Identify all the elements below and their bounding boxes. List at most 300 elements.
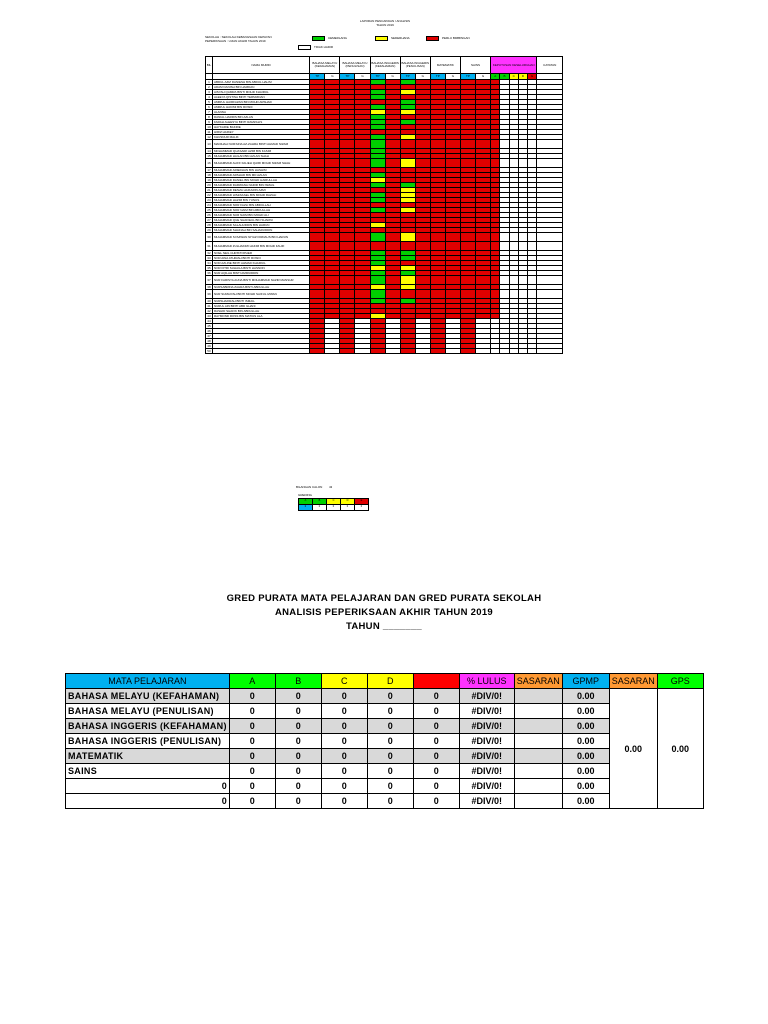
- student-no: 17: [207, 167, 211, 172]
- grade-cell: [325, 276, 340, 285]
- header-bi-k: BAHASA INGGERIS (KEFAHAMAN): [370, 57, 400, 74]
- student-name: MADIHAH NUR'AINA AZ-ZAHRA BINTI AHMAD NIZAM: [212, 140, 309, 149]
- table-row: [206, 349, 563, 354]
- subheader-pc-cell: A: [491, 74, 500, 80]
- pc-cell: [528, 140, 537, 149]
- grade-cell: [385, 349, 400, 354]
- pc-cell: [509, 242, 518, 251]
- table-row: [206, 290, 563, 299]
- student-name: KHUSNUR MALIK: [212, 135, 309, 140]
- student-no: 24: [207, 202, 211, 207]
- summary-lulus: #DIV/0!: [459, 704, 514, 719]
- grade-cell: [400, 290, 415, 299]
- header-bm-p: BAHASA MELAYU (PENULISAN): [340, 57, 370, 74]
- summary-row: [66, 719, 704, 734]
- grade-cell: [476, 242, 491, 251]
- pc-cell: [491, 242, 500, 251]
- pc-cell: [518, 140, 527, 149]
- summary-a: 0: [229, 719, 275, 734]
- grade-cell: [415, 233, 430, 242]
- summary-d: 0: [367, 764, 413, 779]
- mini-c-count: 0: [327, 505, 341, 511]
- summary-e: 0: [413, 764, 459, 779]
- student-no: 16: [206, 159, 213, 168]
- mini-b-count: 0: [313, 505, 327, 511]
- grade-cell: [310, 233, 325, 242]
- pc-cell: [491, 140, 500, 149]
- summary-lulus: #DIV/0!: [459, 779, 514, 794]
- student-no: 25: [207, 207, 211, 212]
- summary-lulus: #DIV/0!: [459, 749, 514, 764]
- summary-d: 0: [367, 689, 413, 704]
- pc-cell: [500, 276, 509, 285]
- summary-gpmp: 0.00: [562, 794, 609, 809]
- summary-row: [66, 689, 704, 704]
- grade-cell: [340, 233, 355, 242]
- student-name: RAYMOND ROSS BIN MATIUS ALA: [212, 314, 309, 319]
- subheader-pc-cell: C: [509, 74, 518, 80]
- grade-cell: [430, 276, 445, 285]
- summary-sasaran: [514, 764, 562, 779]
- student-no: 12: [207, 134, 211, 139]
- grade-cell: [325, 159, 340, 168]
- grade-cell: [430, 140, 445, 149]
- ket-cell: [537, 276, 563, 285]
- subheader-cell: G: [415, 74, 430, 80]
- student-no: 43: [207, 313, 211, 318]
- pc-cell: [528, 242, 537, 251]
- mini-e-count: 0: [355, 505, 369, 511]
- grade-cell: [325, 349, 340, 354]
- grade-cell: [430, 159, 445, 168]
- summary-row: [66, 734, 704, 749]
- pc-cell: [528, 233, 537, 242]
- grade-cell: [325, 290, 340, 299]
- grade-cell: [460, 276, 475, 285]
- summary-e: 0: [413, 734, 459, 749]
- student-no: 3: [206, 90, 213, 95]
- student-name: MUHAMMAD SALAHUDDIN BIN HARUN: [212, 223, 309, 228]
- subheader-pc-cell: B: [500, 74, 509, 80]
- student-no: 42: [207, 308, 211, 313]
- student-no: 18: [207, 172, 211, 177]
- subheader-cell: TP: [310, 74, 325, 80]
- grade-cell: [460, 233, 475, 242]
- pc-cell: [528, 159, 537, 168]
- grade-cell: [340, 290, 355, 299]
- legend-swatch-yellow: [375, 36, 388, 41]
- table-row: [206, 276, 563, 285]
- student-no: 31: [206, 242, 213, 251]
- grade-cell: [460, 290, 475, 299]
- pc-cell: [491, 159, 500, 168]
- grade-cell: [445, 349, 460, 354]
- summary-sasaran: [514, 689, 562, 704]
- grade-cell: [476, 233, 491, 242]
- grade-cell: [415, 140, 430, 149]
- header-name: NAMA MURID: [212, 57, 309, 74]
- ket-cell: [537, 349, 563, 354]
- grade-cell: [385, 276, 400, 285]
- grade-cell: [355, 159, 370, 168]
- student-name: MUHAMMAD HAILAN BIN AZLAN SHAH: [212, 154, 309, 159]
- table-row: [206, 233, 563, 242]
- pc-cell: [518, 242, 527, 251]
- student-name: MUHAMMAD NOR NAIM BIN ABDULLAH: [212, 208, 309, 213]
- grade-cell: [310, 290, 325, 299]
- student-name: NOEL NEIL CHRISTOPHER: [212, 251, 309, 256]
- student-name: NOR AINA ATHIRAH BINTI ROSDI: [212, 256, 309, 261]
- summary-subject: SAINS: [66, 764, 230, 779]
- student-no: 33: [207, 255, 211, 260]
- summary-header-d: D: [367, 674, 413, 689]
- summary-sasaran: [514, 779, 562, 794]
- grade-cell: [340, 140, 355, 149]
- student-name: NURSABRINA ZAHRA BINTI ABDULLAH: [212, 285, 309, 290]
- summary-sasaran: [514, 734, 562, 749]
- summary-header-row: [66, 674, 704, 689]
- summary-d: 0: [367, 734, 413, 749]
- grade-cell: [325, 140, 340, 149]
- student-name: [212, 349, 309, 354]
- student-name: MUHAMMAD SYAZWAN NIYAZ FIRDAUS BIN HARUN: [212, 233, 309, 242]
- summary-b: 0: [275, 734, 321, 749]
- header-mt: MATEMATIK: [430, 57, 460, 74]
- student-name: MUHAMMAD DANIEL BIN MOHD HAIRULLAH: [212, 178, 309, 183]
- summary-subject: 0: [66, 794, 230, 809]
- grade-cell: [400, 349, 415, 354]
- student-no: 28: [207, 222, 211, 227]
- summary-e: 0: [413, 704, 459, 719]
- summary-sasaran: [514, 704, 562, 719]
- grade-cell: [476, 290, 491, 299]
- legend-swatch-white: [298, 45, 311, 50]
- subheader-pc-cell: D: [518, 74, 527, 80]
- mini-d: D: [341, 499, 355, 505]
- table-header-row: [206, 57, 563, 74]
- summary-e: 0: [413, 794, 459, 809]
- subheader-cell: G: [476, 74, 491, 80]
- summary-header-sasaran-gps: SASARAN: [609, 674, 657, 689]
- student-name: FARAH ALEESYA BINTI RAMZALIS: [212, 120, 309, 125]
- summary-c: 0: [321, 764, 367, 779]
- student-no: 34: [207, 260, 211, 265]
- summary-sasaran: [514, 719, 562, 734]
- summary-lulus: #DIV/0!: [459, 764, 514, 779]
- summary-row: [66, 704, 704, 719]
- student-name: MUHAMMAD ARIEDHAN BIN HASHIM: [212, 168, 309, 173]
- student-no: 49: [207, 343, 211, 348]
- summary-header-b: B: [275, 674, 321, 689]
- grade-cell: [325, 233, 340, 242]
- student-name: ADAM DANISH BIN HAMDAN: [212, 85, 309, 90]
- mini-e: E: [355, 499, 369, 505]
- pc-cell: [518, 159, 527, 168]
- summary-d: 0: [367, 719, 413, 734]
- summary-e: 0: [413, 689, 459, 704]
- pc-cell: [518, 290, 527, 299]
- report-title-line2: TAHUN 2019: [376, 22, 394, 27]
- legend-label-yellow: SEDERHANA: [391, 36, 410, 40]
- student-name: MUHAMMAD DARWANA NADIR BIN ISMAIL: [212, 183, 309, 188]
- summary-header-a: A: [229, 674, 275, 689]
- grade-cell: [325, 242, 340, 251]
- summary-gpmp: 0.00: [562, 704, 609, 719]
- grade-cell: [430, 349, 445, 354]
- student-no: 44: [207, 318, 211, 323]
- summary-header-lulus: % LULUS: [459, 674, 514, 689]
- summary-title: [0, 592, 768, 634]
- summary-b: 0: [275, 719, 321, 734]
- student-name: MOHAMMAD QUASAIRI AZIM BIN KASIM: [212, 149, 309, 154]
- grade-cell: [460, 349, 475, 354]
- student-name: MUHAMMAD NOR FAZLI BIN ABDULLAH: [212, 203, 309, 208]
- pc-cell: [509, 233, 518, 242]
- grade-cell: [445, 140, 460, 149]
- student-name: NURUL AIN BINTI ABD GHANI: [212, 304, 309, 309]
- summary-lulus: #DIV/0!: [459, 719, 514, 734]
- greding-title: GREDING: [298, 494, 313, 497]
- legend-swatch-red: [426, 36, 439, 41]
- summary-d: 0: [367, 779, 413, 794]
- student-name: MUHAMMAD HISZAKAEL BIN MOHD RAZALI: [212, 193, 309, 198]
- legend-label-green: CEMERLANG: [328, 36, 348, 40]
- pc-cell: [528, 276, 537, 285]
- student-no: 39: [206, 290, 213, 299]
- pc-cell: [491, 276, 500, 285]
- grade-cell: [370, 159, 385, 168]
- legend-swatch-green: [312, 36, 325, 41]
- grade-cell: [355, 242, 370, 251]
- student-name: MUHAMMAD ALIFF FALIEH QAIRI MOHD NIZAM SHAH: [212, 159, 309, 168]
- student-no: 47: [207, 333, 211, 338]
- student-name: DANIAL HARRIS BIN AZLAN: [212, 115, 309, 120]
- report-meta: [205, 36, 315, 43]
- student-name: ALANNA: [212, 110, 309, 115]
- student-name: RASHID SHAFIK BIN ABDULLAH: [212, 309, 309, 314]
- summary-c: 0: [321, 794, 367, 809]
- grade-cell: [370, 276, 385, 285]
- summary-lulus: #DIV/0!: [459, 794, 514, 809]
- summary-header-subject: MATA PELAJARAN: [66, 674, 230, 689]
- summary-c: 0: [321, 689, 367, 704]
- summary-header-c: C: [321, 674, 367, 689]
- student-no: 8: [206, 115, 213, 120]
- summary-d: 0: [367, 794, 413, 809]
- grade-cell: [370, 242, 385, 251]
- summary-subject: BAHASA MELAYU (KEFAHAMAN): [66, 689, 230, 704]
- grade-cell: [415, 159, 430, 168]
- student-no: 32: [207, 250, 211, 255]
- subheader-cell: TP: [340, 74, 355, 80]
- header-bm-k: BAHASA MELAYU (KEFAHAMAN): [310, 57, 340, 74]
- pc-cell: [500, 290, 509, 299]
- student-no: 20: [207, 182, 211, 187]
- subheader-cell: G: [445, 74, 460, 80]
- grade-cell: [430, 233, 445, 242]
- pc-cell: [509, 159, 518, 168]
- grade-cell: [310, 276, 325, 285]
- grade-cell: [370, 349, 385, 354]
- summary-d: 0: [367, 749, 413, 764]
- grade-cell: [400, 242, 415, 251]
- pc-cell: [528, 349, 537, 354]
- grade-cell: [476, 159, 491, 168]
- grade-cell: [445, 233, 460, 242]
- summary-a: 0: [229, 764, 275, 779]
- grade-cell: [415, 349, 430, 354]
- summary-b: 0: [275, 764, 321, 779]
- summary-subject: BAHASA INGGERIS (PENULISAN): [66, 734, 230, 749]
- header-bi-p: BAHASA INGGERIS (PENULISAN): [400, 57, 430, 74]
- grade-cell: [370, 233, 385, 242]
- subheader-cell: G: [355, 74, 370, 80]
- grade-cell: [310, 140, 325, 149]
- summary-row: [66, 764, 704, 779]
- candidate-count: [296, 486, 332, 490]
- summary-sasaran: [514, 794, 562, 809]
- grade-cell: [415, 290, 430, 299]
- pc-cell: [509, 140, 518, 149]
- student-name: NURSHAFIRAH BINTI ISMAIL: [212, 299, 309, 304]
- summary-b: 0: [275, 749, 321, 764]
- mini-c: C: [327, 499, 341, 505]
- header-pc: KEPUTUSAN KESELURUHAN: [491, 57, 537, 74]
- grade-cell: [476, 349, 491, 354]
- legend-label-white: TIDAK HADIR: [314, 45, 334, 49]
- grade-cell: [385, 242, 400, 251]
- student-name: AISYAH QAMRA BINTI MOHD KHAIRUL: [212, 90, 309, 95]
- summary-a: 0: [229, 704, 275, 719]
- grade-cell: [310, 242, 325, 251]
- student-no: 35: [207, 265, 211, 270]
- subheader-cell: TP: [430, 74, 445, 80]
- grade-cell: [355, 233, 370, 242]
- pc-cell: [491, 349, 500, 354]
- summary-subject: MATEMATIK: [66, 749, 230, 764]
- school-label: SEKOLAH : SEKOLAH KEBANGSAAN KEPAYAN: [205, 36, 272, 39]
- summary-c: 0: [321, 749, 367, 764]
- exam-label: PEPERIKSAAN : UJIAN AKHIR TAHUN 2019: [205, 38, 266, 43]
- mini-b: B: [313, 499, 327, 505]
- student-no: 4: [206, 95, 213, 100]
- grade-cell: [460, 242, 475, 251]
- grade-cell: [340, 276, 355, 285]
- grade-cell: [385, 290, 400, 299]
- student-no: 6: [206, 105, 213, 110]
- summary-gpmp: 0.00: [562, 719, 609, 734]
- summary-e: 0: [413, 779, 459, 794]
- student-no: 40: [207, 298, 211, 303]
- pc-cell: [500, 233, 509, 242]
- student-name: AMIRUL HAIRFAZAN BIN MOHD ARSHAD: [212, 100, 309, 105]
- student-name: MUHAMMAD ARSHAD BIN MD AZLAN: [212, 173, 309, 178]
- student-name: NOR FITRI SUHAILA BINTI HASNON: [212, 266, 309, 271]
- grade-cell: [400, 233, 415, 242]
- student-name: ALEEYA QISTINA BINTI TERMIZDAN: [212, 95, 309, 100]
- grade-cell: [370, 140, 385, 149]
- summary-header-e: E: [413, 674, 459, 689]
- pc-cell: [500, 159, 509, 168]
- grade-cell: [445, 242, 460, 251]
- table-row: [206, 159, 563, 168]
- subheader-cell: TP: [460, 74, 475, 80]
- student-no: 5: [206, 100, 213, 105]
- pc-cell: [500, 140, 509, 149]
- student-name: MUHAMMAD NUR NAIM BIN MOHD ALI: [212, 213, 309, 218]
- student-name: ABDUL AZIZ DANIESH BIN ABDUL HALIM: [212, 80, 309, 85]
- student-no: 50: [207, 348, 211, 353]
- student-no: 14: [207, 148, 211, 153]
- grade-cell: [460, 140, 475, 149]
- legend-label-red: PERLU BIMBINGAN: [442, 36, 470, 40]
- student-no: 9: [206, 120, 213, 125]
- pc-cell: [509, 290, 518, 299]
- student-name: NUR SUMAIYAH BINTI MOHD SAIFUL IZWAN: [212, 290, 309, 299]
- student-no: 45: [207, 323, 211, 328]
- ket-cell: [537, 242, 563, 251]
- grade-cell: [430, 242, 445, 251]
- grade-cell: [355, 140, 370, 149]
- summary-c: 0: [321, 704, 367, 719]
- summary-sasaran-gps: 0.00: [609, 689, 657, 809]
- summary-gpmp: 0.00: [562, 734, 609, 749]
- pc-cell: [528, 290, 537, 299]
- pc-cell: [518, 349, 527, 354]
- student-no: 30: [206, 233, 213, 242]
- summary-gpmp: 0.00: [562, 764, 609, 779]
- grade-cell: [355, 349, 370, 354]
- student-name: MUHAMMAD ZULHAKIMI HAKIM BIN MOHD FAUZI: [212, 242, 309, 251]
- subheader-cell: TP: [400, 74, 415, 80]
- summary-d: 0: [367, 704, 413, 719]
- summary-row: [66, 794, 704, 809]
- subheader-cell: G: [325, 74, 340, 80]
- summary-lulus: #DIV/0!: [459, 689, 514, 704]
- student-name: NUR FARISYA AUNA BINTI MOHAMMAD NAZIR MANSUR: [212, 276, 309, 285]
- summary-header-gpmp: GPMP: [562, 674, 609, 689]
- summary-e: 0: [413, 749, 459, 764]
- header-no: BIL: [206, 57, 213, 74]
- student-name: MUHAMMAD HAZIM BIN YUNUS: [212, 198, 309, 203]
- student-no: 26: [207, 212, 211, 217]
- pc-cell: [518, 233, 527, 242]
- pc-cell: [509, 276, 518, 285]
- student-no: 21: [207, 187, 211, 192]
- student-no: 19: [207, 177, 211, 182]
- student-no: 22: [207, 192, 211, 197]
- table-row: [206, 242, 563, 251]
- summary-b: 0: [275, 689, 321, 704]
- summary-e: 0: [413, 719, 459, 734]
- student-name: NOR AZLINE BINTI AHMAD KHAIRUL: [212, 261, 309, 266]
- grade-mini-legend: [298, 498, 369, 511]
- student-name: MUHAMMAD DENZA HAIKARIN AZMI: [212, 188, 309, 193]
- summary-gps: 0.00: [657, 689, 703, 809]
- header-sn: SAINS: [460, 57, 490, 74]
- student-no: 23: [207, 197, 211, 202]
- ket-cell: [537, 233, 563, 242]
- student-no: 1: [206, 80, 213, 85]
- summary-a: 0: [229, 779, 275, 794]
- summary-title-line3: TAHUN _______: [345, 621, 423, 632]
- summary-gpmp: 0.00: [562, 749, 609, 764]
- table-row: [206, 140, 563, 149]
- summary-lulus: #DIV/0!: [459, 734, 514, 749]
- grade-cell: [340, 242, 355, 251]
- summary-title-line2: ANALISIS PEPERIKSAAN AKHIR TAHUN 2019: [274, 607, 494, 618]
- mini-a: A: [299, 499, 313, 505]
